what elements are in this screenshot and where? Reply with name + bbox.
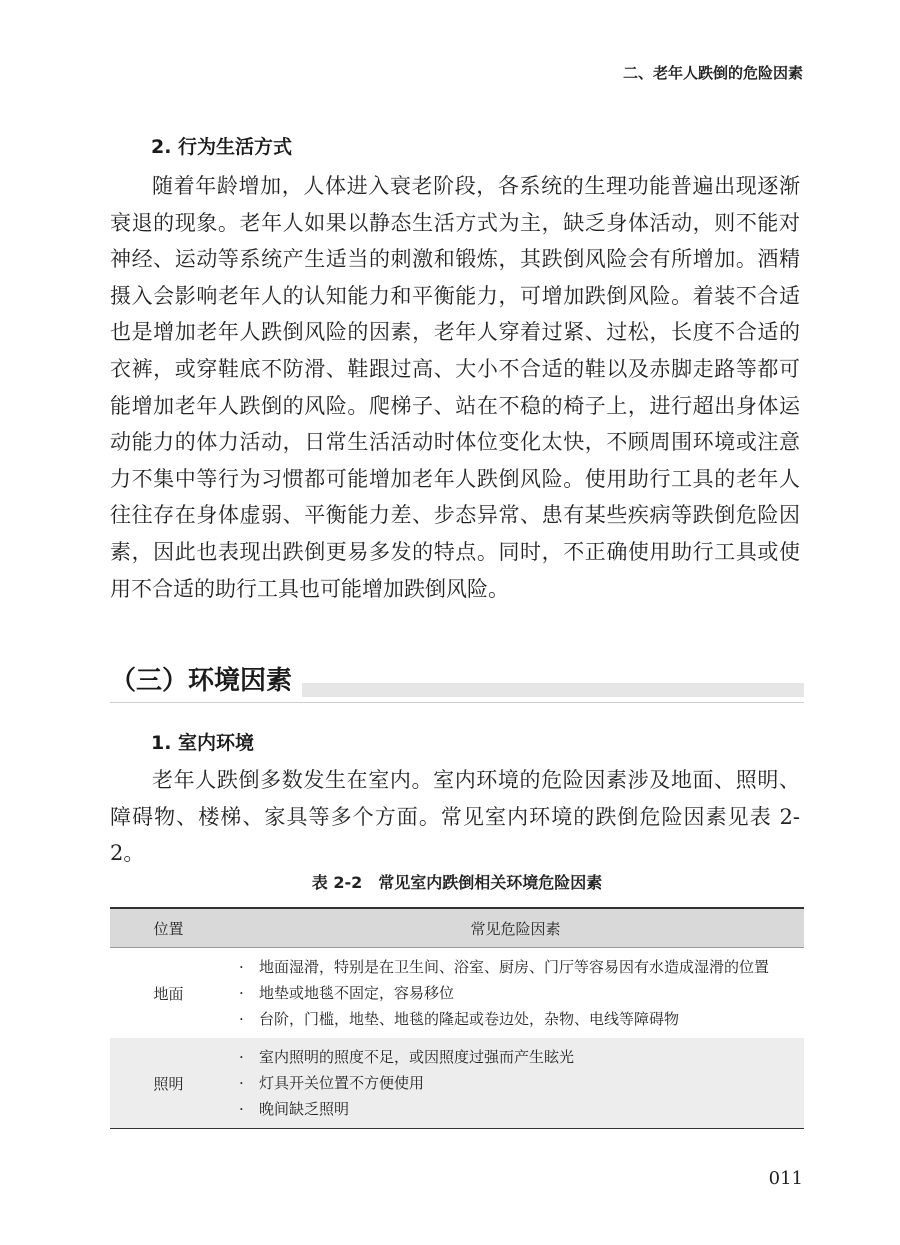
section-heading-rule	[110, 702, 804, 703]
row-position: 照明	[110, 1038, 227, 1129]
indoor-paragraph: 老年人跌倒多数发生在室内。室内环境的危险因素涉及地面、照明、障碍物、楼梯、家具等多个方面。常见室内环境的跌倒危险因素见表 2-2。	[110, 768, 800, 866]
list-item: · 室内照明的照度不足，或因照度过强而产生眩光	[233, 1044, 804, 1070]
running-header: 二、老年人跌倒的危险因素	[622, 64, 803, 82]
row-factors	[227, 948, 804, 1039]
lifestyle-heading: 2. 行为生活方式	[151, 136, 293, 158]
list-item: · 地面湿滑，特别是在卫生间、浴室、厨房、门厅等容易因有水造成湿滑的位置	[233, 954, 804, 980]
list-item: · 晚间缺乏照明	[233, 1096, 804, 1122]
table-header-row	[110, 908, 804, 948]
section-heading: （三）环境因素	[110, 660, 302, 697]
list-item: · 灯具开关位置不方便使用	[233, 1070, 804, 1096]
row-factors	[227, 1038, 804, 1129]
table-row	[110, 1038, 804, 1129]
column-header-position: 位置	[110, 908, 227, 948]
factor-list	[233, 954, 804, 1032]
risk-factor-table	[110, 907, 804, 1129]
list-item: · 地垫或地毯不固定，容易移位	[233, 980, 804, 1006]
table-row	[110, 948, 804, 1039]
factor-list	[233, 1044, 804, 1122]
table-caption: 表 2-2 常见室内跌倒相关环境危险因素	[311, 873, 603, 892]
row-position: 地面	[153, 984, 184, 1003]
column-header-factors: 常见危险因素	[227, 908, 804, 948]
indoor-heading: 1. 室内环境	[151, 732, 255, 754]
lifestyle-paragraph: 随着年龄增加，人体进入衰老阶段，各系统的生理功能普遍出现逐渐衰退的现象。老年人如果以静态生活方式为主，缺乏身体活动，则不能对神经、运动等系统产生适当的刺激和锻炼，其跌倒风险会有所增加。酒精摄入会影响老年人的认知能力和平衡能力，可增加跌倒风险。着装不合适也是增加老年人跌倒风险的因素，老年人穿着过紧、过松，长度不合适的衣裤，或穿鞋底不防滑、鞋跟过高、大小不合适的鞋以及赤脚走路等都可能增加老年人跌倒的风险。爬梯子、站在不稳的椅子上，进行超出身体运动能力的体力活动，日常生活活动时体位变化太快，不顾周围环境或注意力不集中等行为习惯都可能增加老年人跌倒风险。使用助行工具的老年人往往存在身体虚弱、平衡能力差、步态异常、患有某些疾病等跌倒危险因素，因此也表现出跌倒更易多发的特点。同时，不正确使用助行工具或使用不合适的助行工具也可能增加跌倒风险。	[110, 174, 800, 601]
list-item: · 台阶，门槛，地垫、地毯的隆起或卷边处，杂物、电线等障碍物	[233, 1006, 804, 1032]
page-number: 011	[768, 1168, 803, 1189]
